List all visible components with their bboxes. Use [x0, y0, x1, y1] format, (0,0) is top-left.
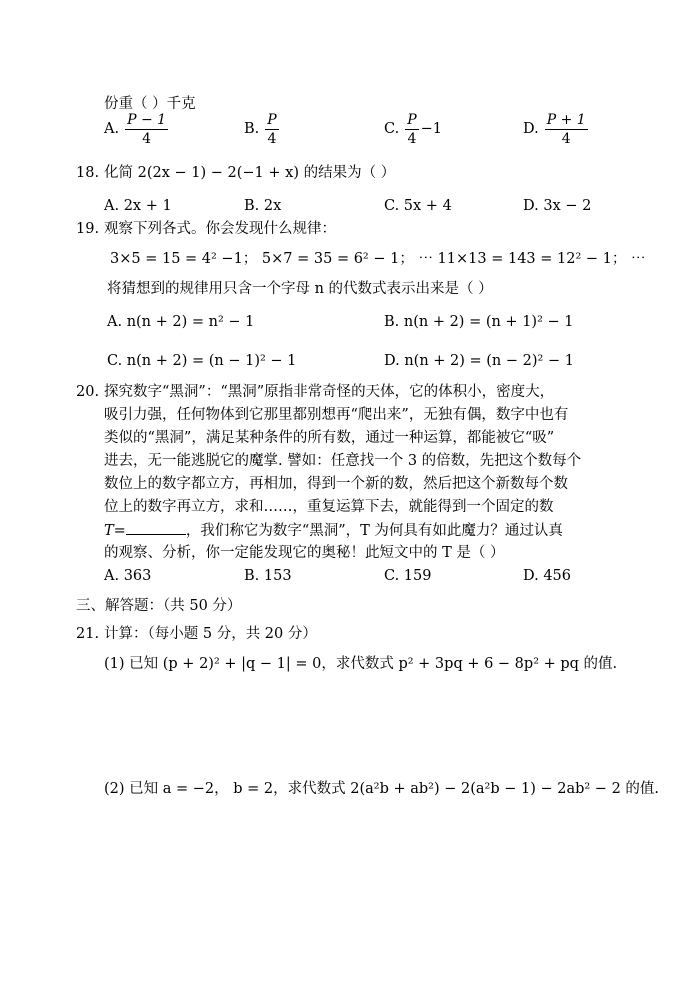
q18-option-d: D. 3x − 2: [523, 198, 592, 214]
q21-part2: (2) 已知 a = −2， b = 2，求代数式 2(a²b + ab²) − 2(a²b − 1) − 2ab² − 2 的值.: [104, 781, 660, 797]
q18-number: 18.: [76, 165, 100, 181]
q20-number: 20.: [76, 384, 100, 400]
q20-line: 的观察、分析，你一定能发现它的奥秘！此短文中的 T 是（ ）: [104, 545, 505, 561]
q20-line-with-blank: T= ，我们称它为数字“黑洞”，T 为何具有如此魔力？通过认真: [104, 523, 563, 539]
q19-stem: 观察下列各式。你会发现什么规律：: [104, 221, 336, 237]
q19-option-c: C. n(n + 2) = (n − 1)² − 1: [107, 353, 297, 369]
q21-number: 21.: [76, 626, 100, 642]
q17-option-d: D. $\frac{P + 1}{4}$: [523, 112, 586, 148]
answer-blank: [126, 522, 186, 535]
section-title: 三、解答题：（共 50 分）: [76, 598, 242, 614]
q20-line: 进去，无一能逃脱它的魔掌. 譬如：任意找一个 3 的倍数，先把这个数每个: [104, 453, 582, 469]
q20-option-d: D. 456: [523, 568, 572, 584]
q17-option-b: B. $\frac{P}{4}$: [244, 112, 277, 148]
q19-pattern: 3×5 = 15 = 4² −1； 5×7 = 35 = 6² − 1； ⋯ 11×13 = 143 = 12² − 1； ⋯: [110, 251, 646, 267]
q18-option-a: A. 2x + 1: [104, 198, 172, 214]
q19-option-d: D. n(n + 2) = (n − 2)² − 1: [384, 353, 574, 369]
q19-prompt: 将猜想到的规律用只含一个字母 n 的代数式表示出来是（ ）: [107, 281, 493, 297]
q20-option-c: C. 159: [384, 568, 432, 584]
q18-option-c: C. 5x + 4: [384, 198, 452, 214]
q17-stem-tail: 份重（ ）千克: [104, 96, 196, 112]
fraction: $\frac{P + 1}{4}$: [546, 112, 586, 148]
fraction: $\frac{P - 1}{4}$: [127, 112, 167, 148]
q20-line: 探究数字“黑洞”：“黑洞”原指非常奇怪的天体，它的体积小，密度大，: [104, 384, 555, 400]
q20-line: 类似的“黑洞”，满足某种条件的所有数，通过一种运算，都能被它“吸”: [104, 430, 555, 446]
q19-number: 19.: [76, 221, 100, 237]
q17-option-a: A. $\frac{P - 1}{4}$: [104, 112, 167, 148]
fraction: $\frac{P}{4}$: [267, 112, 277, 148]
q20-line: 吸引力强，任何物体到它那里都别想再“爬出来”，无独有偶，数字中也有: [104, 407, 569, 423]
fraction: $\frac{P}{4}$: [407, 112, 417, 148]
q21-part1: (1) 已知 (p + 2)² + |q − 1| = 0，求代数式 p² + 3pq + 6 − 8p² + pq 的值.: [104, 656, 618, 672]
q21-stem: 计算：（每小题 5 分，共 20 分）: [104, 626, 317, 642]
q20-line: 位上的数字再立方，求和……，重复运算下去，就能得到一个固定的数: [104, 499, 554, 515]
q20-line: 数位上的数字都立方，再相加，得到一个新的数，然后把这个新数每个数: [104, 476, 568, 492]
q17-option-c: C. $\frac{P}{4}$ −1: [384, 112, 442, 148]
q18-stem: 化简 2(2x − 1) − 2(−1 + x) 的结果为（ ）: [104, 165, 396, 181]
q20-option-b: B. 153: [244, 568, 292, 584]
q18-option-b: B. 2x: [244, 198, 282, 214]
q20-option-a: A. 363: [104, 568, 152, 584]
q19-option-a: A. n(n + 2) = n² − 1: [107, 314, 255, 330]
q19-option-b: B. n(n + 2) = (n + 1)² − 1: [384, 314, 574, 330]
